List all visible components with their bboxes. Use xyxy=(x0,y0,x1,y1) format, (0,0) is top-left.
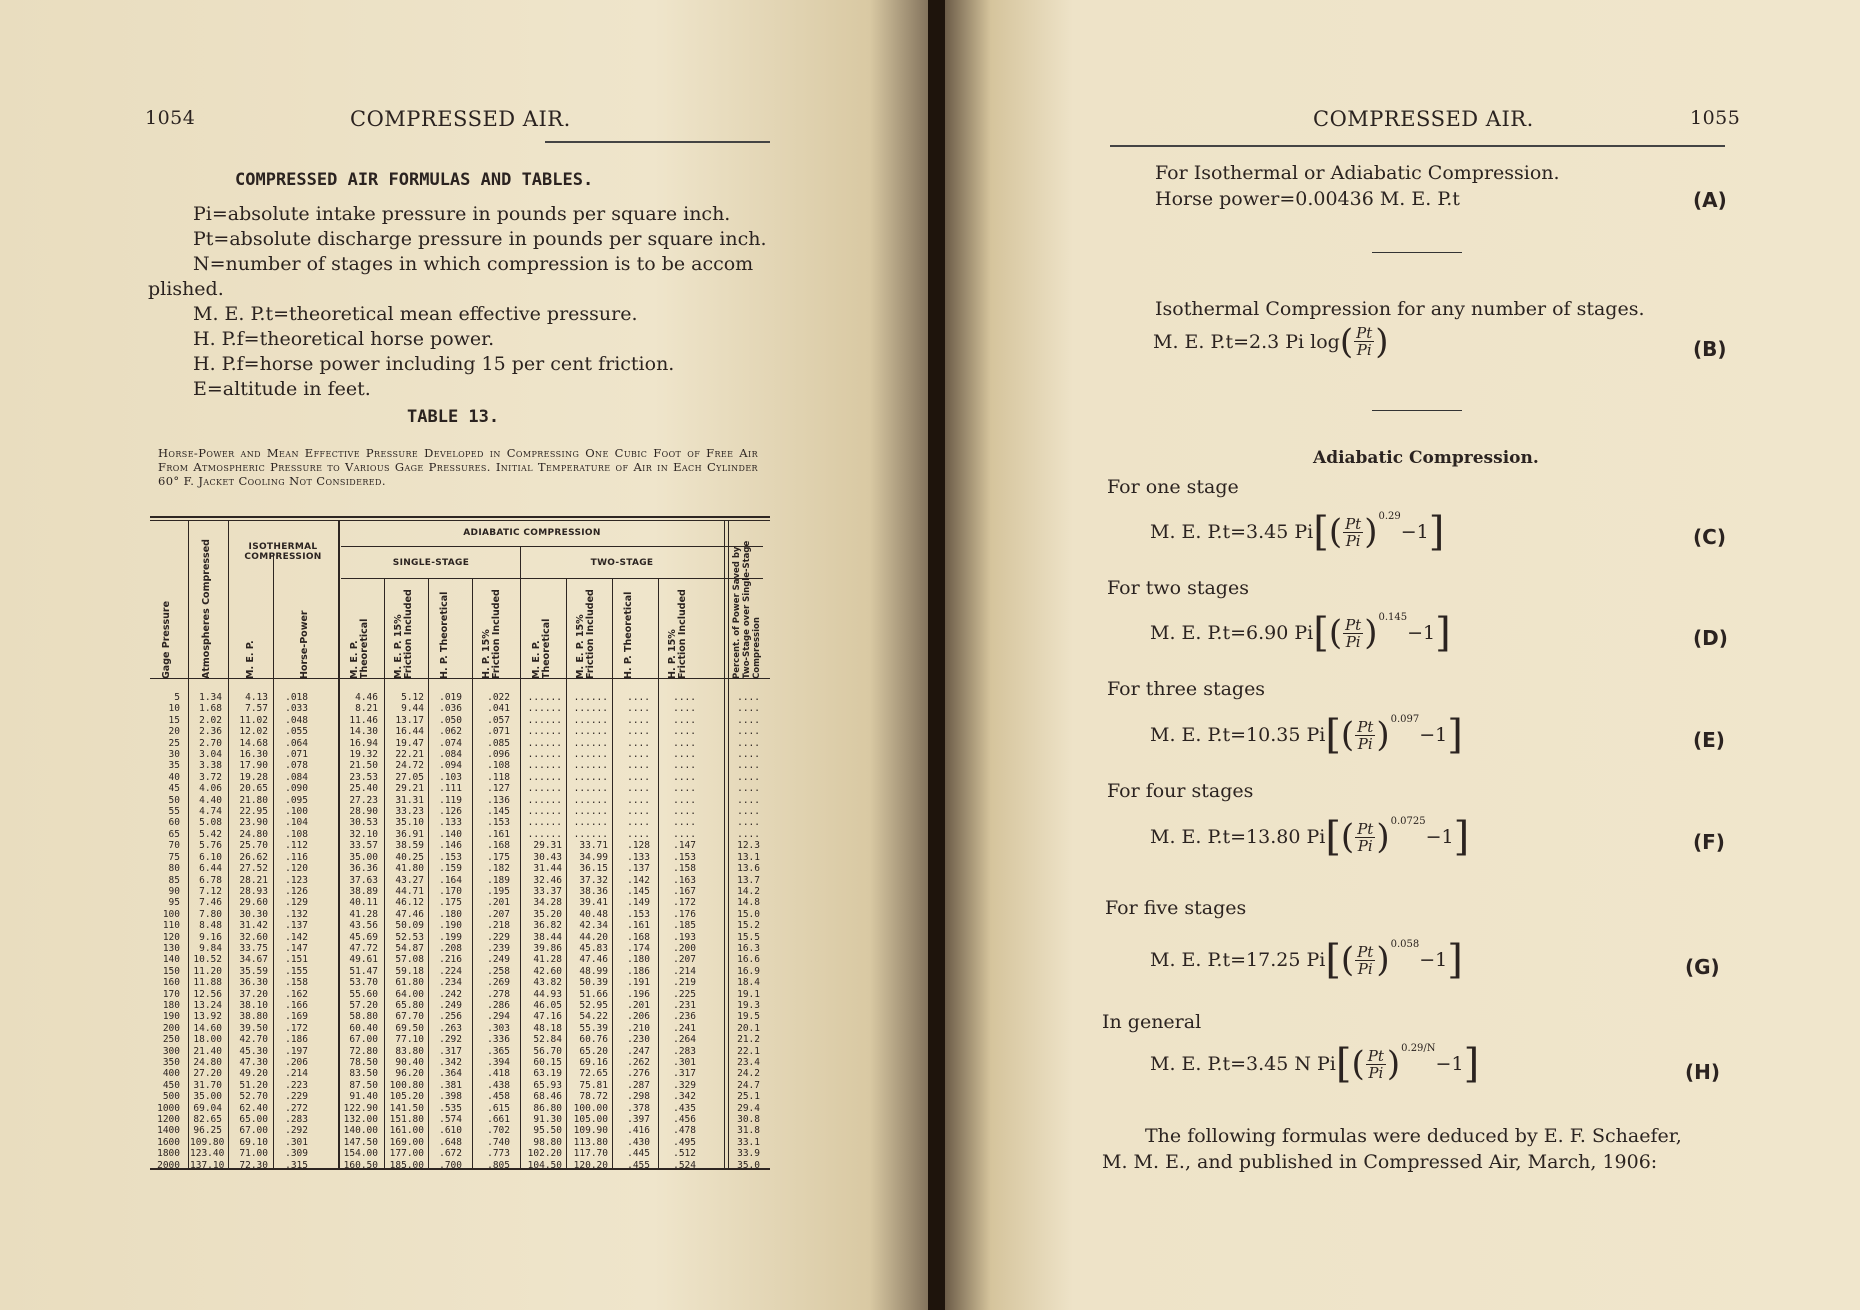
numerator: Pt xyxy=(1356,324,1373,342)
formula-lhs: M. E. P.t=17.25 Pi xyxy=(1150,949,1326,971)
formula-label: (F) xyxy=(1693,830,1725,854)
formula-tail: −1 xyxy=(1425,826,1454,848)
paren: ( xyxy=(1339,321,1354,362)
isothermal-header: ISOTHERMAL COMPRESSION xyxy=(244,542,322,562)
denominator: Pi xyxy=(1357,836,1373,855)
header-rule xyxy=(545,141,770,143)
table-column: 4.13 7.57 11.02 12.02 14.68 16.30 17.90 19.28 20.65 21.80 22.95 23.90 24.80 25.70 26.62 27.52 28.21 28.93 29.60 30.30 31.42 32.60 33.75 34.67 35.59 36.30 37.20 38.10 38.80 39.50 42.70 45.30 47.30 49.20 51.20 52.70 62.40 65.00 67.00 69.10 71.00 72.30 xyxy=(239,692,268,1171)
formula-a: Horse power=0.00436 M. E. P.t xyxy=(1155,188,1460,210)
paren: ( xyxy=(1340,817,1355,857)
formula-lhs: M. E. P.t=3.45 Pi xyxy=(1150,521,1314,543)
formula-tail: −1 xyxy=(1435,1053,1464,1075)
table-column: 4.46 8.21 11.46 14.30 16.94 19.32 21.50 23.53 25.40 27.23 28.90 30.53 32.10 33.57 35.00 36.36 37.63 38.89 40.11 41.28 43.56 45.69 47.72 49.61 51.47 53.70 55.60 57.20 58.80 60.40 67.00 72.80 78.50 83.50 87.50 91.40 122.90 132.00 140.00 147.50 154.00 160.50 xyxy=(343,692,378,1171)
exponent: 0.145 xyxy=(1378,612,1408,623)
formula-tail: −1 xyxy=(1419,724,1448,746)
paren: ( xyxy=(1351,1044,1365,1084)
right-page xyxy=(945,0,1860,1310)
adiabatic-heading: Adiabatic Compression. xyxy=(1313,448,1539,468)
formula-label: (G) xyxy=(1685,955,1720,979)
numerator: Pt xyxy=(1357,819,1374,838)
exponent: 0.29 xyxy=(1378,511,1401,522)
fraction xyxy=(1343,617,1363,650)
numerator: Pt xyxy=(1357,942,1374,961)
definition-line: H. P.f=horse power including 15 per cent friction. xyxy=(193,353,675,375)
formula-label: (E) xyxy=(1693,728,1725,752)
table-column: .018 .033 .048 .055 .064 .071 .078 .084 .090 .095 .100 .104 .108 .112 .116 .120 .123 .126 .129 .132 .137 .142 .147 .151 .155 .158 .162 .166 .169 .172 .186 .197 .206 .214 .223 .229 .272 .283 .292 .301 .309 .315 xyxy=(285,692,308,1171)
column-header: M. E. P. 15% Friction Included xyxy=(393,589,414,679)
column-header: M. E. P. Theoretical xyxy=(531,618,552,679)
table-rule xyxy=(228,520,229,1168)
adiabatic-header: ADIABATIC COMPRESSION xyxy=(463,528,601,538)
table-rule xyxy=(273,554,274,1168)
table-rule xyxy=(341,546,763,547)
column-header: H. P. Theoretical xyxy=(623,591,634,679)
definition-line: plished. xyxy=(148,278,224,300)
table-column: .022 .041 .057 .071 .085 .096 .108 .118 .127 .136 .145 .153 .161 .168 .175 .182 .189 .195 .201 .207 .218 .229 .239 .249 .258 .269 .278 .286 .294 .303 .336 .365 .394 .418 .438 .458 .615 .661 .702 .740 .773 .805 xyxy=(487,692,510,1171)
exponent: 0.29/N xyxy=(1401,1043,1436,1054)
table-rule xyxy=(384,578,385,1168)
definition-line: M. E. P.t=theoretical mean effective pressure. xyxy=(193,303,638,325)
definitions xyxy=(148,202,768,402)
formula-lhs: M. E. P.t=13.80 Pi xyxy=(1150,826,1326,848)
paren: ( xyxy=(1328,512,1343,552)
formula-c xyxy=(1150,509,1445,555)
paren: ( xyxy=(1328,613,1343,653)
bracket: ] xyxy=(1463,1041,1480,1087)
formula-lhs: M. E. P.t=10.35 Pi xyxy=(1150,724,1326,746)
closing-text: M. M. E., and published in Compressed Air, March, 1906: xyxy=(1102,1151,1658,1173)
column-header: H. P. 15% Friction Included xyxy=(481,589,502,679)
table-rule xyxy=(520,546,521,1168)
stage-text: In general xyxy=(1102,1011,1202,1033)
table-column: ...... ...... ...... ...... ...... ...... ...... ...... ...... ...... ...... ...... ...... 29.31 30.43 31.44 32.46 33.37 34.28 35.20 36.82 38.44 39.86 41.28 42.60 43.82 44.93 46.05 47.16 48.18 52.84 56.70 60.15 63.19 65.93 68.46 86.80 91.30 95.50 98.80 102.20 104.50 xyxy=(527,692,562,1171)
table-rule xyxy=(658,578,659,1168)
paren: ) xyxy=(1376,940,1390,980)
formula-tail: −1 xyxy=(1407,622,1436,644)
definition-line: Pi=absolute intake pressure in pounds per square inch. xyxy=(193,203,731,225)
table-rule xyxy=(150,516,770,518)
formula-e xyxy=(1150,712,1463,758)
formula-label: (B) xyxy=(1693,337,1727,361)
column-header: Atmospheres Compressed xyxy=(201,539,212,679)
table-rule xyxy=(566,578,567,1168)
formula-label: (A) xyxy=(1693,188,1727,212)
paren: ) xyxy=(1376,817,1390,857)
column-header: Horse-Power xyxy=(299,610,310,679)
table-column: 1.34 1.68 2.02 2.36 2.70 3.04 3.38 3.72 4.06 4.40 4.74 5.08 5.42 5.76 6.10 6.44 6.78 7.12 7.46 7.80 8.48 9.16 9.84 10.52 11.20 11.88 12.56 13.24 13.92 14.60 18.00 21.40 24.80 27.20 31.70 35.00 69.04 82.65 96.25 109.80 123.40 137.10 xyxy=(190,692,225,1171)
fraction xyxy=(1354,325,1374,358)
denominator: Pi xyxy=(1345,531,1361,550)
exponent: 0.097 xyxy=(1390,714,1420,725)
closing-text: The following formulas were deduced by E. F. Schaefer, xyxy=(1145,1125,1682,1147)
header-rule xyxy=(1110,145,1725,147)
bracket: ] xyxy=(1447,937,1463,983)
table-caption: Horse-Power and Mean Effective Pressure Developed in Compressing One Cubic Foot of Free Air From Atmospheric Pressure to Various Gage Pressures. Initial Temperature of Air in Each Cylinder 60° F. Jacket Cooling Not Considered. xyxy=(158,446,758,488)
formula-lhs: M. E. P.t=6.90 Pi xyxy=(1150,622,1314,644)
table-rule xyxy=(338,520,340,1168)
formula-label: (D) xyxy=(1693,626,1728,650)
column-header: M. E. P. xyxy=(245,640,256,679)
table-rule xyxy=(150,520,770,521)
bracket: [ xyxy=(1325,814,1341,860)
formula-tail: −1 xyxy=(1419,949,1448,971)
table-rule xyxy=(472,578,473,1168)
paren: ) xyxy=(1364,512,1378,552)
table-rule xyxy=(612,578,613,1168)
formula-lhs: M. E. P.t=3.45 N Pi xyxy=(1150,1053,1336,1075)
formula-d xyxy=(1150,610,1451,656)
fraction xyxy=(1355,944,1375,977)
stage-text: For three stages xyxy=(1107,678,1266,700)
page-number-right: 1055 xyxy=(1690,107,1741,129)
stage-text: For two stages xyxy=(1107,577,1249,599)
formula-tail: −1 xyxy=(1400,521,1429,543)
table-column: ...... ...... ...... ...... ...... ...... ...... ...... ...... ...... ...... ...... ...... 33.71 34.99 36.15 37.32 38.36 39.41 40.48 42.34 44.20 45.83 47.46 48.99 50.39 51.66 52.95 54.22 55.39 60.76 65.20 69.16 72.65 75.81 78.72 100.00 105.00 109.90 113.80 117.70 120.20 xyxy=(573,692,608,1171)
formula-h xyxy=(1150,1041,1480,1087)
formula-f xyxy=(1150,814,1470,860)
table-column: .... .... .... .... .... .... .... .... .... .... .... .... .... .128 .133 .137 .142 .145 .149 .153 .161 .168 .174 .180 .186 .191 .196 .201 .206 .210 .230 .247 .262 .276 .287 .298 .378 .397 .416 .430 .445 .455 xyxy=(627,692,650,1171)
running-head-left: COMPRESSED AIR. xyxy=(350,107,571,131)
table-rule xyxy=(341,578,763,579)
bracket: ] xyxy=(1453,814,1470,860)
denominator: Pi xyxy=(1356,341,1372,359)
column-header: M. E. P. Theoretical xyxy=(349,618,370,679)
column-header: M. E. P. 15% Friction Included xyxy=(575,589,596,679)
formula-label: (H) xyxy=(1685,1060,1721,1084)
separator-rule xyxy=(1372,410,1462,411)
paren: ) xyxy=(1376,715,1390,755)
exponent: 0.0725 xyxy=(1390,816,1426,827)
column-header: Percent. of Power Saved by Two-Stage over Single-Stage Compression xyxy=(732,540,762,679)
running-head-right: COMPRESSED AIR. xyxy=(1313,107,1534,131)
column-header: H. P. 15% Friction Included xyxy=(667,589,688,679)
denominator: Pi xyxy=(1368,1063,1384,1082)
paren: ( xyxy=(1340,715,1355,755)
denominator: Pi xyxy=(1357,959,1373,978)
intro-text: For Isothermal or Adiabatic Compression. xyxy=(1155,162,1560,184)
section-title: COMPRESSED AIR FORMULAS AND TABLES. xyxy=(235,170,594,190)
definition-line: Pt=absolute discharge pressure in pounds per square inch. xyxy=(193,228,767,250)
stage-text: For one stage xyxy=(1107,476,1239,498)
definition-line: H. P.f=theoretical horse power. xyxy=(193,328,495,350)
fraction xyxy=(1355,719,1375,752)
fraction xyxy=(1343,516,1363,549)
table-rule xyxy=(728,520,729,1168)
table-rule xyxy=(428,578,429,1168)
two-stage-header: TWO-STAGE xyxy=(590,558,654,568)
single-stage-header: SINGLE-STAGE xyxy=(392,558,470,568)
denominator: Pi xyxy=(1357,734,1373,753)
formula-b xyxy=(1153,321,1389,362)
numerator: Pt xyxy=(1357,717,1374,736)
table-column: 5.12 9.44 13.17 16.44 19.47 22.21 24.72 27.05 29.21 31.31 33.23 35.10 36.91 38.59 40.25 41.80 43.27 44.71 46.12 47.46 50.09 52.53 54.87 57.08 59.18 61.80 64.00 65.80 67.70 69.50 77.10 83.80 90.40 96.20 100.80 105.20 141.50 151.80 161.00 169.00 177.00 185.00 xyxy=(389,692,424,1171)
denominator: Pi xyxy=(1345,632,1361,651)
numerator: Pt xyxy=(1345,615,1362,634)
table-column: .... .... .... .... .... .... .... .... .... .... .... .... .... 12.3 13.1 13.6 13.7 14.2 14.8 15.0 15.2 15.5 16.3 16.6 16.9 18.4 19.1 19.3 19.5 20.1 21.2 22.1 23.4 24.2 24.7 25.1 29.4 30.8 31.8 33.1 33.9 35.0 xyxy=(737,692,760,1171)
table-column: 5 10 15 20 25 30 35 40 45 50 55 60 65 70 75 80 85 90 95 100 110 120 130 140 150 160 170 180 190 200 250 300 350 400 450 500 1000 1200 1400 1600 1800 2000 xyxy=(157,692,180,1171)
bracket: ] xyxy=(1435,610,1451,656)
bracket: [ xyxy=(1313,610,1329,656)
paren: ( xyxy=(1340,940,1355,980)
bracket: [ xyxy=(1313,509,1329,555)
exponent: 0.058 xyxy=(1390,939,1420,950)
fraction xyxy=(1355,821,1375,854)
formula-lhs: M. E. P.t=2.3 Pi log xyxy=(1153,330,1340,353)
table-rule xyxy=(188,520,189,1168)
numerator: Pt xyxy=(1345,514,1362,533)
bracket: [ xyxy=(1325,937,1341,983)
bracket: [ xyxy=(1325,712,1341,758)
definition-line: E=altitude in feet. xyxy=(193,378,371,400)
paren: ) xyxy=(1364,613,1378,653)
stage-text: For five stages xyxy=(1105,897,1247,919)
intro-text: Isothermal Compression for any number of stages. xyxy=(1155,298,1645,320)
data-table xyxy=(150,516,770,1171)
table-column: .... .... .... .... .... .... .... .... .... .... .... .... .... .147 .153 .158 .163 .167 .172 .176 .185 .193 .200 .207 .214 .219 .225 .231 .236 .241 .264 .283 .301 .317 .329 .342 .435 .456 .478 .495 .512 .524 xyxy=(673,692,696,1171)
paren: ) xyxy=(1375,321,1389,362)
formula-g xyxy=(1150,937,1463,983)
numerator: Pt xyxy=(1367,1046,1384,1065)
bracket: ] xyxy=(1447,712,1463,758)
fraction xyxy=(1366,1048,1386,1081)
table-title: TABLE 13. xyxy=(407,407,500,427)
paren: ) xyxy=(1386,1044,1401,1084)
column-header: H. P. Theoretical xyxy=(439,591,450,679)
definition-line: N=number of stages in which compression is to be accom xyxy=(193,253,754,275)
formula-label: (C) xyxy=(1693,525,1726,549)
separator-rule xyxy=(1372,252,1462,253)
table-rule xyxy=(724,520,725,1168)
bracket: ] xyxy=(1428,509,1445,555)
table-column: .019 .036 .050 .062 .074 .084 .094 .103 .111 .119 .126 .133 .140 .146 .153 .159 .164 .170 .175 .180 .190 .199 .208 .216 .224 .234 .242 .249 .256 .263 .292 .317 .342 .364 .381 .398 .535 .574 .610 .648 .672 .700 xyxy=(439,692,462,1171)
page-number-left: 1054 xyxy=(145,107,196,129)
column-header: Gage Pressure xyxy=(161,600,172,679)
bracket: [ xyxy=(1335,1041,1352,1087)
stage-text: For four stages xyxy=(1107,780,1254,802)
